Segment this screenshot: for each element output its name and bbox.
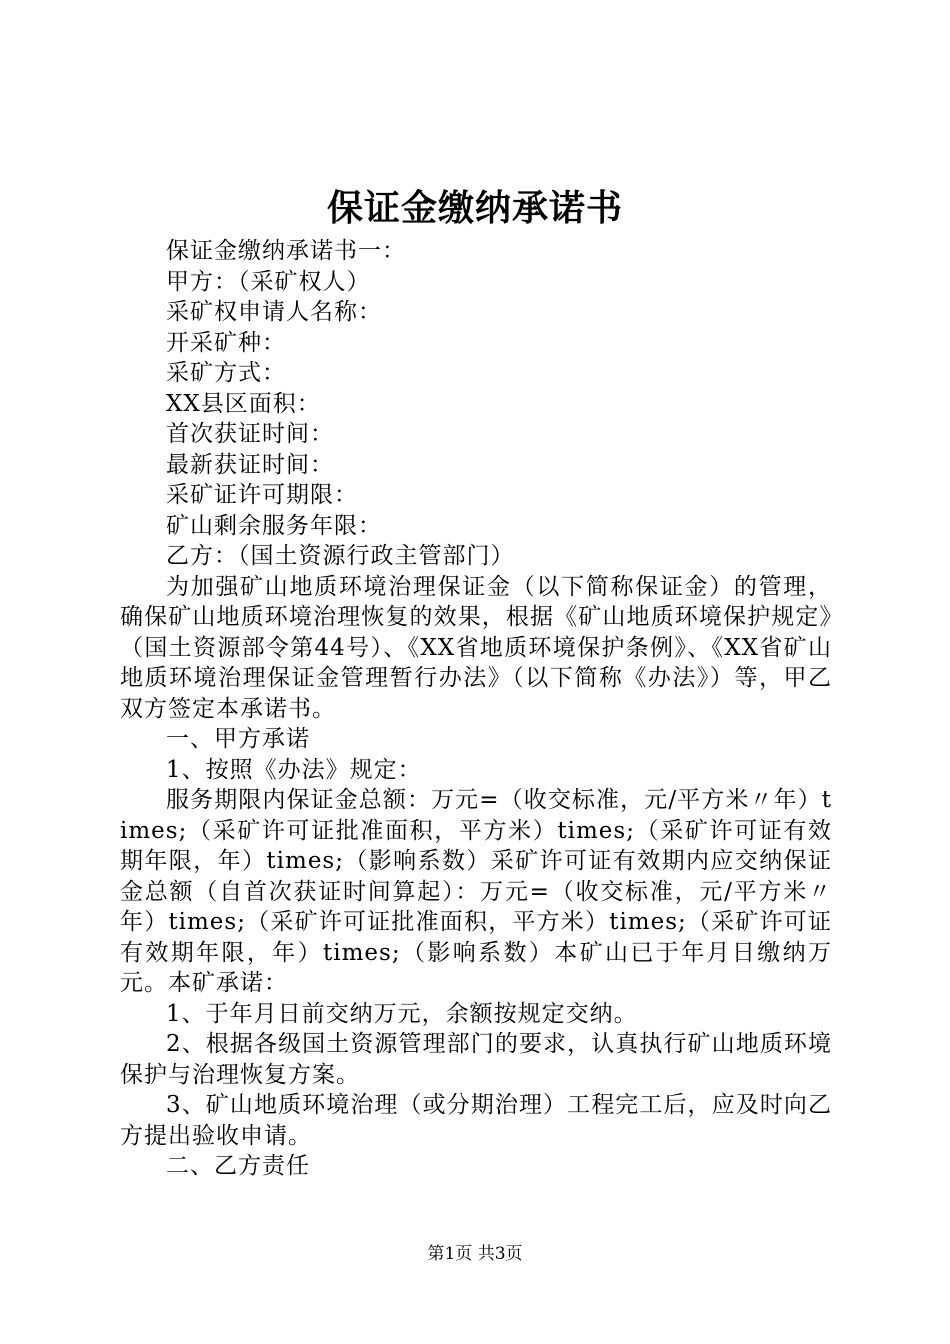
paragraph: 乙方：（国土资源行政主管部门）: [166, 543, 515, 569]
paragraph: XX县区面积：: [166, 390, 321, 417]
paragraph: 1、于年月日前交纳万元，余额按规定交纳。: [166, 1000, 638, 1027]
paragraph: 采矿方式：: [166, 360, 286, 386]
paragraph: 首次获证时间：: [166, 421, 334, 447]
paragraph: 服务期限内保证金总额：万元=（收交标准，元/平方米〃年）times;（采矿许可证批准面积，平方米）times;（采矿许可证有效期年限，年）times;（影响系数）采矿许可证有效期内应交纳保证金总额（自首次获证时间算起）：万元=（收交标准，元/平方米〃年）times;（采矿许可证批准面积，平方米）times;（采矿许可证有效期年限，年）times;（影响系数）本矿山已于年月日缴纳万元。本矿承诺：: [120, 787, 832, 996]
paragraph: 1、按照《办法》规定：: [166, 756, 422, 783]
page-number-footer: 第1页 共3页: [427, 1244, 523, 1264]
paragraph: 为加强矿山地质环境治理保证金（以下简称保证金）的管理，确保矿山地质环境治理恢复的效果，根据《矿山地质环境保护规定》（国土资源部令第44号）、《XX省地质环境保护条例》、《XX省矿山地质环境治理保证金管理暂行办法》（以下简称《办法》）等，甲乙双方签定本承诺书。: [120, 573, 832, 722]
paragraph: 甲方：（采矿权人）: [166, 268, 371, 295]
paragraph: 开采矿种：: [166, 329, 286, 356]
section-heading: 一、甲方承诺: [166, 726, 310, 752]
paragraph: 采矿证许可期限：: [166, 482, 358, 508]
paragraph: 矿山剩余服务年限：: [166, 512, 382, 539]
document-body: [120, 236, 832, 1182]
paragraph: 3、矿山地质环境治理（或分期治理）工程完工后，应及时向乙方提出验收申请。: [120, 1092, 832, 1149]
paragraph: 2、根据各级国土资源管理部门的要求，认真执行矿山地质环境保护与治理恢复方案。: [120, 1031, 832, 1088]
paragraph: 最新获证时间：: [166, 451, 334, 478]
paragraph: 保证金缴纳承诺书一：: [166, 238, 406, 264]
paragraph: 采矿权申请人名称：: [166, 299, 382, 325]
document-title: 保证金缴纳承诺书: [326, 187, 623, 229]
section-heading: 二、乙方责任: [166, 1153, 310, 1179]
